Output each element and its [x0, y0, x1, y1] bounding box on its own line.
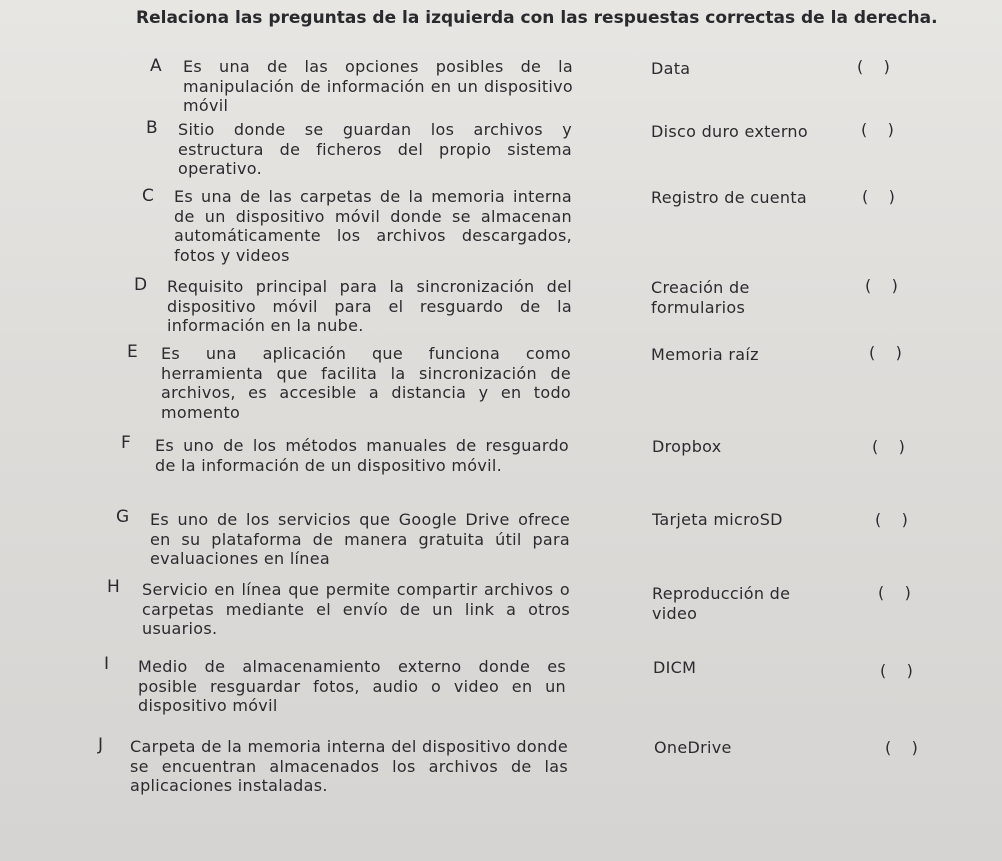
- question-letter: B: [146, 118, 158, 138]
- question-letter: I: [104, 654, 110, 674]
- question-letter: G: [116, 507, 130, 527]
- answer-option: Registro de cuenta: [651, 188, 808, 207]
- instruction-heading: Relaciona las preguntas de la izquierda con las respuestas correctas de la derecha.: [136, 8, 938, 28]
- question-text: Es uno de los servicios que Google Drive ofrece en su plataforma de manera gratuita útil para evaluaciones en línea: [150, 510, 570, 568]
- question-text: Es una de las opciones posibles de la manipulación de información en un dispositivo móvil: [183, 57, 573, 115]
- answer-blank[interactable]: ( ): [857, 57, 890, 76]
- question-text: Es uno de los métodos manuales de resguardo de la información de un dispositivo móvil.: [155, 436, 569, 475]
- answer-option: Creación de formularios: [651, 278, 750, 317]
- answer-blank[interactable]: ( ): [885, 738, 918, 757]
- question-letter: A: [150, 56, 162, 76]
- question-text: Servicio en línea que permite compartir archivos o carpetas mediante el envío de un link a otros usuarios.: [142, 580, 570, 638]
- answer-blank[interactable]: ( ): [862, 187, 895, 206]
- answer-blank[interactable]: ( ): [875, 510, 908, 529]
- question-letter: H: [107, 577, 120, 597]
- question-text: Es una aplicación que funciona como herramienta que facilita la sincronización de archivos, es accesible a distancia y en todo momento: [161, 344, 571, 422]
- answer-option: Tarjeta microSD: [652, 510, 783, 529]
- answer-blank[interactable]: ( ): [869, 343, 902, 362]
- question-letter: C: [142, 186, 154, 206]
- question-letter: F: [121, 433, 131, 453]
- answer-option: DICM: [653, 658, 697, 677]
- answer-blank[interactable]: ( ): [878, 583, 911, 602]
- answer-blank[interactable]: ( ): [872, 437, 905, 456]
- question-text: Sitio donde se guardan los archivos y estructura de ficheros del propio sistema operativo.: [178, 120, 572, 178]
- answer-option: Memoria raíz: [651, 345, 759, 364]
- answer-option: Data: [651, 59, 691, 78]
- answer-blank[interactable]: ( ): [880, 661, 913, 680]
- question-text: Requisito principal para la sincronización del dispositivo móvil para el resguardo de la información en la nube.: [167, 277, 572, 335]
- answer-option: Reproducción de video: [652, 584, 791, 623]
- answer-option: Disco duro externo: [651, 122, 808, 141]
- question-letter: E: [127, 342, 138, 362]
- answer-option: OneDrive: [654, 738, 732, 757]
- question-text: Es una de las carpetas de la memoria interna de un dispositivo móvil donde se almacenan automáticamente los archivos descargados, fotos y videos: [174, 187, 572, 265]
- question-letter: D: [134, 275, 148, 295]
- question-text: Medio de almacenamiento externo donde es posible resguardar fotos, audio o video en un dispositivo móvil: [138, 657, 566, 715]
- question-letter: J: [98, 735, 104, 755]
- answer-option: Dropbox: [652, 437, 722, 456]
- answer-blank[interactable]: ( ): [861, 120, 894, 139]
- question-text: Carpeta de la memoria interna del dispositivo donde se encuentran almacenados los archivos de las aplicaciones instaladas.: [130, 737, 568, 795]
- answer-blank[interactable]: ( ): [865, 276, 898, 295]
